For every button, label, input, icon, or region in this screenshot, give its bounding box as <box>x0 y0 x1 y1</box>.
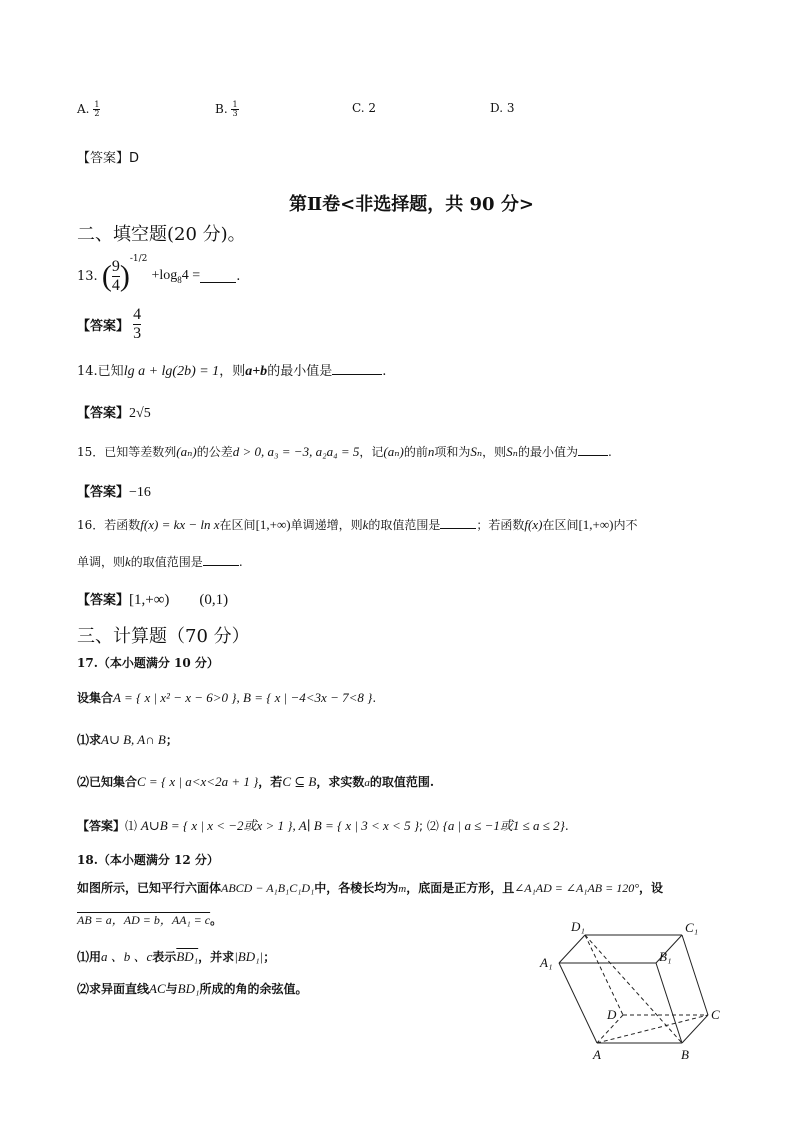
question-16: 16．若函数f(x) = kx − ln x在区间[1,+∞)单调递增，则k的取值范围是 ；若函数f(x)在区间[1,+∞)内不 <box>77 517 638 532</box>
question-18-head: 18.（本小题满分 12 分） <box>77 853 219 867</box>
question-13: 13. ( $\frac{9}{4}$ )$^{-1/2} +\log_84$ = . <box>77 253 241 294</box>
label-b1: B₁ <box>659 949 672 964</box>
question-17-part1: ⑴求A∪ B, A∩ B； <box>77 732 178 747</box>
part2-title: 第Ⅱ卷<非选择题，共 90 分> <box>289 194 534 215</box>
question-17-sets: 设集合A = { x | x² − x − 6>0 }, B = { x | −4<3x − 7<8 }. <box>77 690 377 705</box>
section2-title: 二、填空题(20 分)。 <box>77 224 246 245</box>
label-d: D <box>607 1007 617 1022</box>
option-b: B. $\frac{1}{3}$ <box>215 100 238 118</box>
option-a: A. $\frac{1}{2}$ <box>77 100 100 118</box>
label-b: B <box>681 1047 689 1062</box>
label-c1: C₁ <box>685 920 699 935</box>
fraction: $\frac{4}{3}$ <box>133 306 142 342</box>
answer-13: 【答案】 $\frac{4}{3}$ <box>77 306 142 342</box>
label-c: C <box>711 1007 720 1022</box>
fraction: $\frac{1}{2}$ <box>94 100 100 118</box>
option-c: C. 2 <box>352 101 377 115</box>
question-16-line2: 单调，则k的取值范围是 . <box>77 554 243 569</box>
question-17-head: 17.（本小题满分 10 分） <box>77 656 219 670</box>
question-14: 14.已知lg a + lg(2b) = 1，则a+b的最小值是 . <box>77 364 387 379</box>
answer-14: 【答案】2√5 <box>77 406 151 421</box>
edge-bc <box>682 1015 708 1043</box>
section3-title: 三、计算题（70 分） <box>77 626 250 647</box>
edge-b1b <box>656 963 682 1043</box>
fraction: $\frac{1}{3}$ <box>232 100 238 118</box>
edge-a1a <box>559 963 597 1043</box>
edge-c1c <box>682 935 708 1015</box>
question-18-part2: ⑵求异面直线AC与BD₁所成的角的余弦值。 <box>77 981 308 996</box>
question-17-part2: ⑵已知集合C = { x | a<x<2a + 1 }，若C ⊆ B，求实数a的取值范围. <box>77 774 435 789</box>
answer-15: 【答案】−16 <box>77 485 151 500</box>
label-a: A <box>593 1047 601 1062</box>
answer-17: 【答案】⑴ A∪B = { x | x < −2或x > 1 }, A∣ B = { x | 3 < x < 5 }; ⑵ {a | a ≤ −1或1 ≤ a ≤ 2}. <box>77 818 569 833</box>
parallelepiped-figure <box>535 915 735 1065</box>
label-d1: D₁ <box>571 919 585 934</box>
question-18-line2: AB = a，AD = b，AA₁ = c。 <box>77 913 223 927</box>
label-a1: A₁ <box>540 955 553 970</box>
answer-12: 【答案】D <box>77 151 140 166</box>
option-d: D. 3 <box>490 101 515 115</box>
edge-d1a1 <box>559 935 585 963</box>
question-15: 15．已知等差数列(aₙ)的公差d > 0, a₃ = −3, a₂a₄ = 5，记(aₙ)的前n项和为Sₙ，则Sₙ的最小值为 . <box>77 444 612 459</box>
answer-16: 【答案】[1,+∞) (0,1) <box>77 592 229 608</box>
question-18-part1: ⑴用a 、b 、c表示BD₁，并求|BD₁|； <box>77 949 276 964</box>
edge-d1d <box>585 935 623 1015</box>
fraction: $\frac{9}{4}$ <box>111 258 120 294</box>
question-18-line1: 如图所示，已知平行六面体ABCD − A₁B₁C₁D₁中，各棱长均为m，底面是正方形，且∠A₁AD = ∠A₁AB = 120°，设 <box>77 881 664 895</box>
